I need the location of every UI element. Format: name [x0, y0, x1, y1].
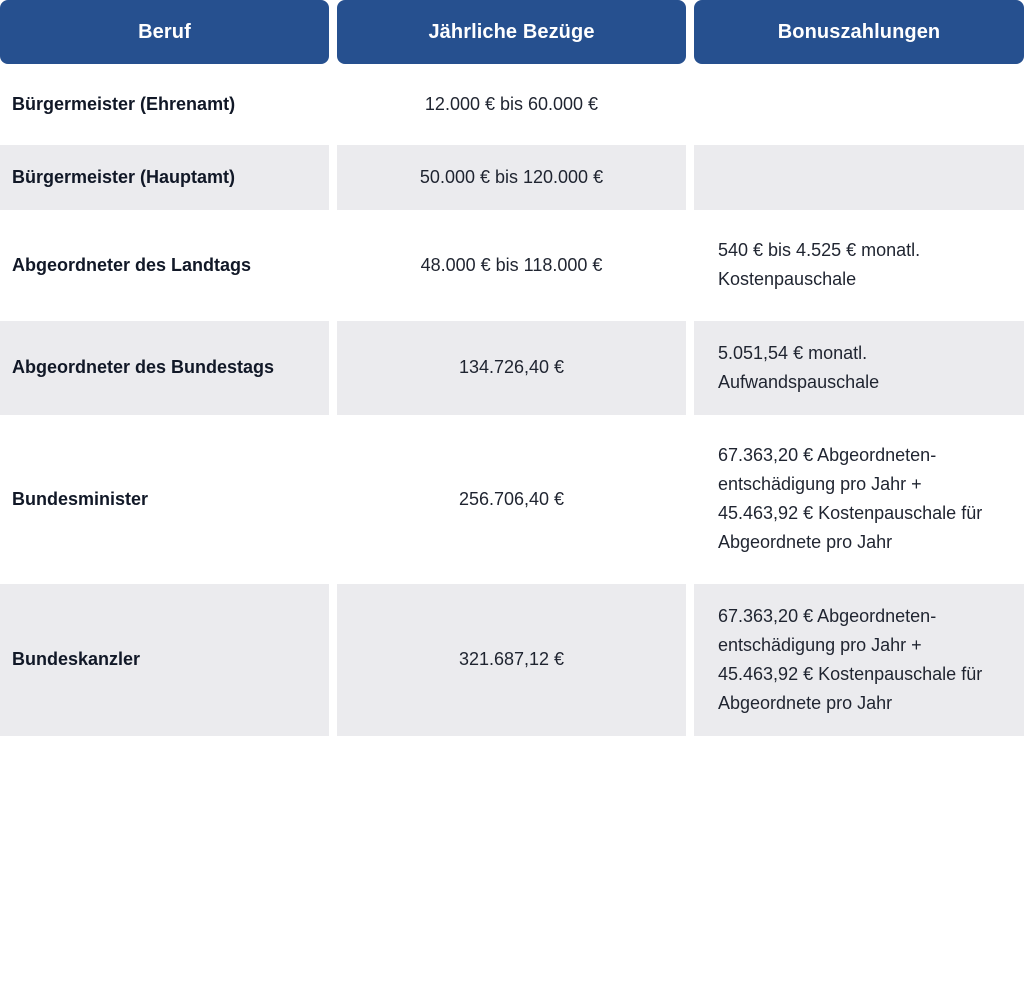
- cell-bezuege: 134.726,40 €: [337, 321, 686, 415]
- cell-bezuege: 321.687,12 €: [337, 584, 686, 737]
- column-header-jaehrliche-bezuege: Jährliche Bezüge: [337, 0, 686, 64]
- table-row: [0, 145, 1024, 210]
- table-header-row: [0, 0, 1024, 64]
- table-row: [0, 321, 1024, 415]
- cell-bonus: 540 € bis 4.525 € monatl. Kostenpauschale: [694, 218, 1024, 312]
- table-body: [0, 72, 1024, 736]
- cell-bonus: [694, 72, 1024, 137]
- table-row: [0, 423, 1024, 576]
- table-header: [0, 0, 1024, 64]
- table-row: [0, 218, 1024, 312]
- table-row: [0, 584, 1024, 737]
- cell-bonus: 67.363,20 € Abgeordneten-entschädigung pro Jahr + 45.463,92 € Kostenpauschale für Abgeordnete pro Jahr: [694, 423, 1024, 576]
- cell-beruf: Bundeskanzler: [0, 584, 329, 737]
- table-row: [0, 72, 1024, 137]
- cell-beruf: Bürgermeister (Hauptamt): [0, 145, 329, 210]
- cell-bonus: 67.363,20 € Abgeordneten-entschädigung pro Jahr + 45.463,92 € Kostenpauschale für Abgeordnete pro Jahr: [694, 584, 1024, 737]
- column-header-beruf: Beruf: [0, 0, 329, 64]
- cell-beruf: Abgeordneter des Bundestags: [0, 321, 329, 415]
- cell-beruf: Bundesminister: [0, 423, 329, 576]
- cell-beruf: Bürgermeister (Ehrenamt): [0, 72, 329, 137]
- cell-bonus: 5.051,54 € monatl. Aufwandspauschale: [694, 321, 1024, 415]
- column-header-bonuszahlungen: Bonuszahlungen: [694, 0, 1024, 64]
- cell-bezuege: 48.000 € bis 118.000 €: [337, 218, 686, 312]
- cell-beruf: Abgeordneter des Landtags: [0, 218, 329, 312]
- cell-bezuege: 12.000 € bis 60.000 €: [337, 72, 686, 137]
- cell-bezuege: 256.706,40 €: [337, 423, 686, 576]
- cell-bezuege: 50.000 € bis 120.000 €: [337, 145, 686, 210]
- cell-bonus: [694, 145, 1024, 210]
